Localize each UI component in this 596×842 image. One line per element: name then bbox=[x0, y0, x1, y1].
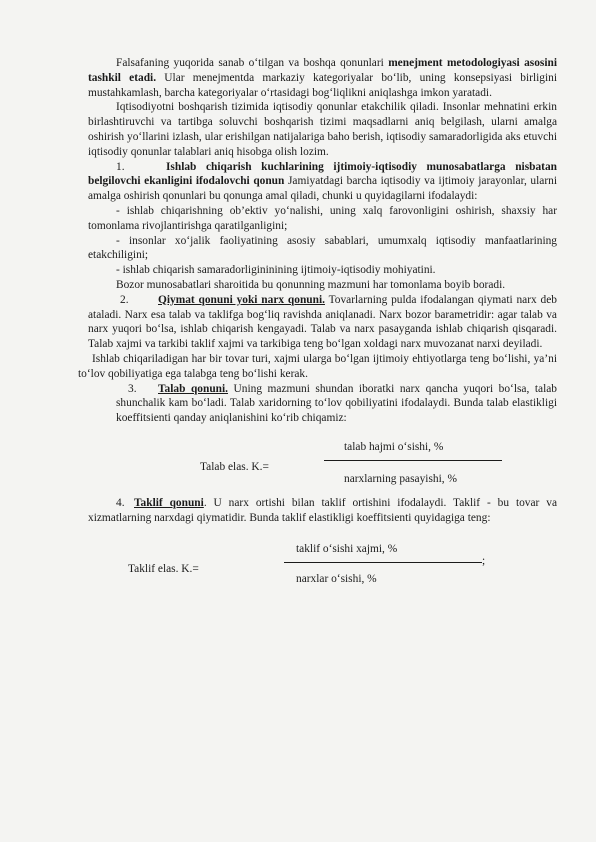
section-1-number: 1. bbox=[116, 160, 125, 173]
section-1: 1. Ishlab chiqarish kuchlarining ijtimoiy-iqtisodiy munosabatlarga nisbatan belgilovchi ekanligini ifodalovchi qonun Jamiyatdagi barcha iqtisodiy va ijtimoiy jarayonlar, ularni amalga oshirish qonunlari bu qonunga amal qiladi, chunki u quyidagilarni ifodalaydi: bbox=[88, 160, 557, 203]
paragraph-market: Bozor munosabatlari sharoitida bu qonunning mazmuni har tomonlama boyib boradi. bbox=[116, 278, 506, 291]
document-body bbox=[78, 56, 557, 596]
bold-phrase: menejment metodologiyasi asosini tashkil etadi. bbox=[88, 57, 557, 84]
section-2: 2. Qiymat qonuni yoki narx qonuni. Tovarlarning pulda ifodalangan qiymati narx deb ataladi. Narx esa talab va taklifga bog‘liq ravishda aniqlanadi. Narx bozor barametridir: agar talab va narx yuqori bo‘lsa, ishlab chiqarish kengayadi. Talab va narx pasayganda ishlab chiqarish qisqaradi. Talab xajmi va tarkibi taklif xajmi va tarkibiga teng bo‘lgan xoldagi narx muvozanat narxi deyiladi. bbox=[88, 293, 557, 351]
section-1-title: Ishlab chiqarish kuchlarining ijtimoiy-iqtisodiy munosabatlarga nisbatan belgilovchi ekanligini ifodalovchi qonun bbox=[88, 160, 557, 188]
paragraph-economic-laws: Iqtisodiyotni boshqarish tizimida iqtisodiy qonunlar etakchilik qiladi. Insonlar mehnatini erkin birlashtiruvchi va tartibga soluvchi boshqarish tizimi maqsadlarni aniq belgilash, ularni amalga oshirish yo‘llarini izlash, ular erishilgan natijalariga baho berish, iqtisodiy samaradorligida aks etuvchi iqtisodiy qonunlar talablari aniq hisobga olish lozim. bbox=[88, 101, 557, 158]
section-4-title: Taklif qonuni bbox=[134, 496, 204, 509]
paragraph-goods: Ishlab chiqariladigan har bir tovar turi, xajmi ularga bo‘lgan ijtimoiy ehtiyotlarga teng bo‘lishi, ya’ni to‘lov qobiliyatiga ega talabga teng bo‘lishi kerak. bbox=[78, 352, 557, 380]
formula-2-lhs: Taklif elas. K.= bbox=[128, 562, 199, 575]
dash-item-1: - ishlab chiqarishning ob’ektiv yo‘nalishi, uning xalq farovonligini oshirish, shaxsiy har tomonlama rivojlantirishga qaratilganligini; bbox=[88, 204, 557, 232]
formula-supply-elasticity bbox=[88, 526, 557, 596]
paragraph-methodology: Falsafaning yuqorida sanab o‘tilgan va boshqa qonunlari menejment metodologiyasi asosini tashkil etadi. Ular menejmentda markaziy kategoriyalar bo‘lib, uning konsepsiyasi birligini mustahkamlash, barcha kategoriyalar o‘rtasidagi bog‘liqlikni aniqlashga imkon yaratadi. bbox=[88, 57, 557, 99]
section-3-title: Talab qonuni. bbox=[158, 382, 229, 395]
dash-item-3: - ishlab chiqarish samaradorligininining ijtimoiy-iqtisodiy mohiyatini. bbox=[116, 264, 436, 277]
section-2-title: Qiymat qonuni yoki narx qonuni. bbox=[158, 293, 325, 306]
formula-2-tail: ; bbox=[482, 554, 486, 567]
section-3-number: 3. bbox=[128, 382, 137, 395]
section-4: 4. Taklif qonuni. U narx ortishi bilan taklif ortishini ifodalaydi. Taklif - bu tovar va xizmatlarning narxdagi qiymatidir. Bunda taklif elastikligi koeffitsienti quyidagiga teng: bbox=[88, 496, 557, 524]
formula-1-bar bbox=[324, 460, 502, 461]
formula-1-numerator: talab hajmi o‘sishi, % bbox=[344, 440, 444, 453]
section-2-number: 2. bbox=[120, 293, 129, 306]
formula-2-numerator: taklif o‘sishi xajmi, % bbox=[296, 542, 398, 555]
formula-1-lhs: Talab elas. K.= bbox=[200, 460, 269, 473]
section-3: 3. Talab qonuni. Uning mazmuni shundan iboratki narx qancha yuqori bo‘lsa, talab shunchalik kam bo‘ladi. Talab xaridorning to‘lov qobiliyatini ifodalaydi. Bunda talab elastikligi koeffitsienti qanday aniqlanishini ko‘rib chiqamiz: bbox=[116, 382, 557, 425]
formula-2-denominator: narxlar o‘sishi, % bbox=[296, 572, 377, 585]
formula-demand-elasticity bbox=[88, 426, 557, 492]
section-4-number: 4. bbox=[116, 496, 125, 509]
formula-1-denominator: narxlarning pasayishi, % bbox=[344, 472, 457, 485]
formula-2-bar bbox=[284, 562, 482, 563]
dash-item-2: - insonlar xo‘jalik faoliyatining asosiy sabablari, umumxalq iqtisodiy manfaatlarining etakchiligini; bbox=[88, 234, 557, 262]
